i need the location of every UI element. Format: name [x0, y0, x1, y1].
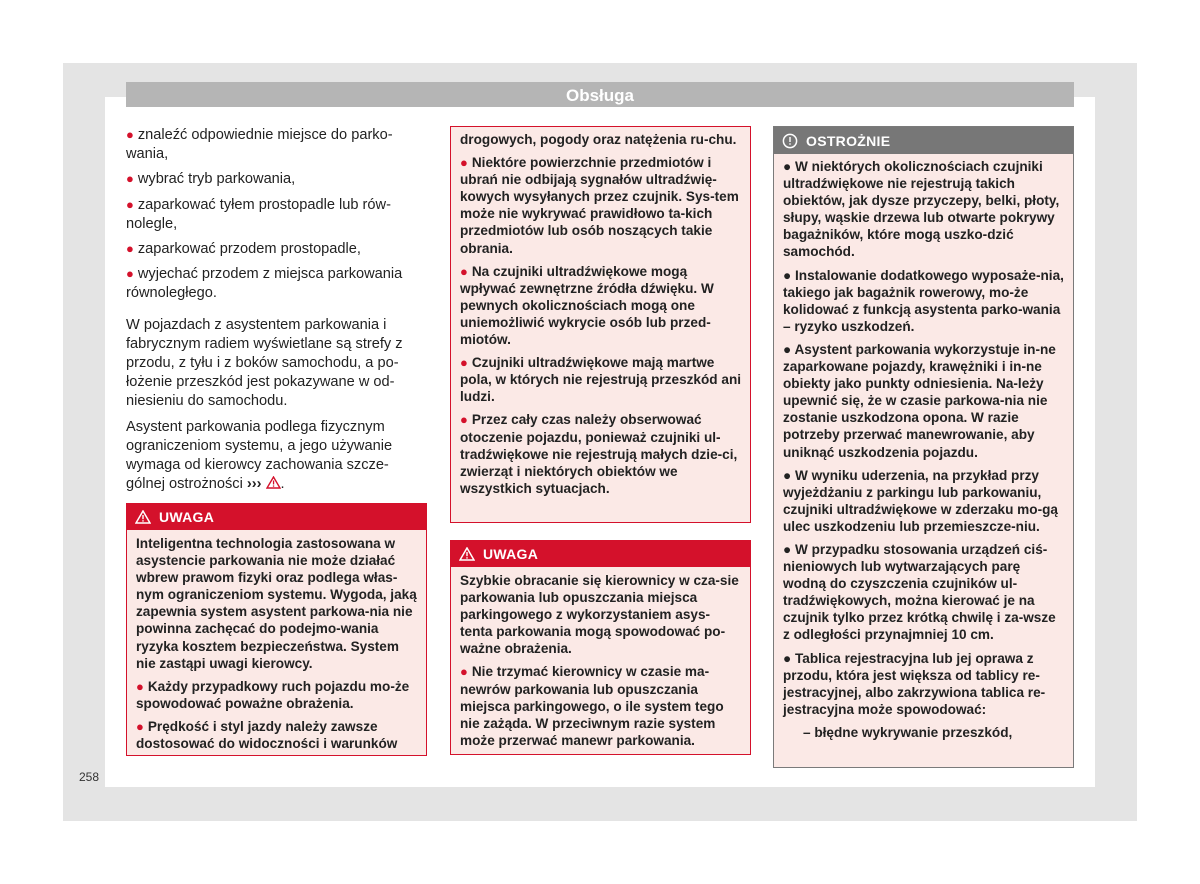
bullet-dot-icon: ● [460, 355, 468, 371]
warning-text: drogowych, pogody oraz natężenia ru-chu. [460, 132, 737, 147]
bullet-dot-icon: ● [460, 412, 468, 428]
section-header: Obsługa [126, 82, 1074, 107]
caution-box [773, 126, 1074, 768]
caution-box-body [774, 154, 1073, 751]
dash-list-item: – błędne wykrywanie przeszkód, [803, 724, 1013, 740]
warning-box-body [451, 127, 750, 507]
info-circle-icon [782, 133, 798, 149]
warning-triangle-icon [135, 510, 151, 524]
bullet-dot-icon: ● [126, 171, 134, 187]
list-item: ● Czujniki ultradźwiękowe mają martwe pola, w których nie rejestrują przeszkód ani ludzi. [460, 355, 742, 405]
bullet-dot-icon: ● [460, 263, 468, 279]
list-item: ● Prędkość i styl jazdy należy zawsze dostosować do widoczności i warunków [136, 718, 398, 752]
caution-box-header: OSTROŻNIE [774, 127, 1073, 154]
bullet-dot-icon: ● [460, 155, 468, 171]
bullet-dot-icon: ● [136, 718, 144, 734]
bullet-dot-icon: ● [460, 664, 468, 680]
cross-reference-arrows[interactable]: ››› [246, 476, 262, 493]
warning-box [126, 503, 427, 756]
list-item: ● Nie trzymać kierownicy w czasie ma-newrów parkowania lub opuszczania miejsca parkingowego, o ile system tego nie zażąda. W przeciwnym razie system może przerwać manewr parkowania. [460, 664, 724, 748]
warning-box-body [451, 567, 750, 759]
list-item: ● Na czujniki ultradźwiękowe mogą wpływać zewnętrzne źródła dźwięku. W pewnych okolicznościach mogą one uniemożliwić wykrycie osób lub przed-miotów. [460, 263, 714, 348]
list-item: ● Niektóre powierzchnie przedmiotów i ubrań nie odbijają sygnałów ultradźwię-kowych wysyłanych przez czujnik. Sys-tem może nie wykrywać prawidłowo ta-kich przedmiotów lub osób noszących takie obrania. [460, 155, 739, 256]
warning-text: Inteligentna technologia zastosowana w asystencie parkowania nie może działać wbrew prawom fizyki oraz podlega włas-nym ograniczeniom systemu. Wygoda, jaką zapewnia system asystent parkowa-nia nie powinna zachęcać do podejmo-wania ryzyka kosztem bezpieczeństwa. System nie zastąpi uwagi kierowcy. [136, 536, 417, 671]
list-item: ● wybrać tryb parkowania, [126, 171, 296, 188]
list-item: ● Instalowanie dodatkowego wyposaże-nia, takiego jak bagażnik rowerowy, mo-że kolidować z funkcją asystenta parko-wania – ryzyko uszkodzeń. [783, 267, 1064, 334]
list-item: ● Każdy przypadkowy ruch pojazdu mo-że spowodować poważne obrażenia. [136, 678, 410, 711]
list-item: ● Tablica rejestracyjna lub jej oprawa z przodu, która jest większa od tablicy re-jestracyjnej, albo zakrzywiona tablica re-jestracyjna może spowodować: [783, 650, 1046, 717]
list-item: ● W wyniku uderzenia, na przykład przy wyjeżdżaniu z parkingu lub parkowaniu, czujniki ultradźwiękowe w zderzaku mo-gą ulec uszkodzeniu lub przemieszcze-niu. [783, 467, 1058, 534]
paragraph: W pojazdach z asystentem parkowania i fabrycznym radiem wyświetlane są strefy z przodu, z tyłu i z boków samochodu, a po-łożenie przeszkód jest pokazywane w od-niesieniu do samochodu. [126, 316, 403, 410]
bullet-dot-icon: ● [126, 196, 134, 212]
list-item: ● wyjechać przodem z miejsca parkowania równoległego. [126, 266, 403, 302]
list-item: ● zaparkować tyłem prostopadle lub rów-nolegle, [126, 196, 391, 232]
warning-triangle-icon [459, 547, 475, 561]
paragraph: Asystent parkowania podlega fizycznym ograniczeniom systemu, a jego używanie wymaga od kierowcy zachowania szcze-gólnej ostrożności ››› . [126, 418, 393, 493]
bullet-dot-icon: ● [126, 241, 134, 257]
warning-box-continued [450, 126, 751, 523]
bullet-dot-icon: ● [126, 127, 134, 142]
warning-box-header: UWAGA [451, 541, 750, 567]
warning-box [450, 540, 751, 755]
main-text-column [126, 125, 426, 494]
list-item: ● Asystent parkowania wykorzystuje in-ne zaparkowane pojazdy, krawężniki i in-ne obiekty jako punkty odniesienia. Na-leży upewnić się, że w czasie parkowa-nia nie zostanie uszkodzona opona. W razie potrzeby przerwać manewrowanie, aby uniknąć uszkodzenia pojazdu. [783, 341, 1056, 460]
warning-box-body [127, 530, 426, 762]
list-item: ● W niektórych okolicznościach czujniki ultradźwiękowe nie rejestrują takich obiektów, jak dysze przyczepy, belki, płoty, słupy, wąskie drzewa lub otwarte pokrywy bagażników, które mogą uszko-dzić samochód. [783, 159, 1060, 260]
warning-text: Szybkie obracanie się kierownicy w cza-sie parkowania lub opuszczania miejsca parkingowego z wykorzystaniem asys-tenta parkowania mogą spowodować po-ważne obrażenia. [460, 573, 739, 657]
bullet-dot-icon: ● [136, 678, 144, 694]
list-item: ● Przez cały czas należy obserwować otoczenie pojazdu, ponieważ czujniki ul-tradźwiękowe nie rejestrują małych dzie-ci, zwierząt i niektórych obiektów we wszystkich sytuacjach. [460, 412, 738, 496]
list-item: ● zaparkować przodem prostopadle, [126, 241, 361, 258]
warning-triangle-icon [266, 476, 281, 489]
list-item: ● W przypadku stosowania urządzeń ciś-nieniowych lub wytwarzających parę wodną do czyszczenia czujników ul-tradźwiękowych, można kierować je na czujnik tylko przez krótką chwilę i za-wsze z odległości przynajmniej 10 cm. [783, 541, 1056, 643]
warning-box-header: UWAGA [127, 504, 426, 530]
list-item: ● znaleźć odpowiednie miejsce do parko-wania, [126, 127, 393, 163]
bullet-dot-icon: ● [126, 266, 134, 282]
page-number: 258 [79, 770, 100, 784]
